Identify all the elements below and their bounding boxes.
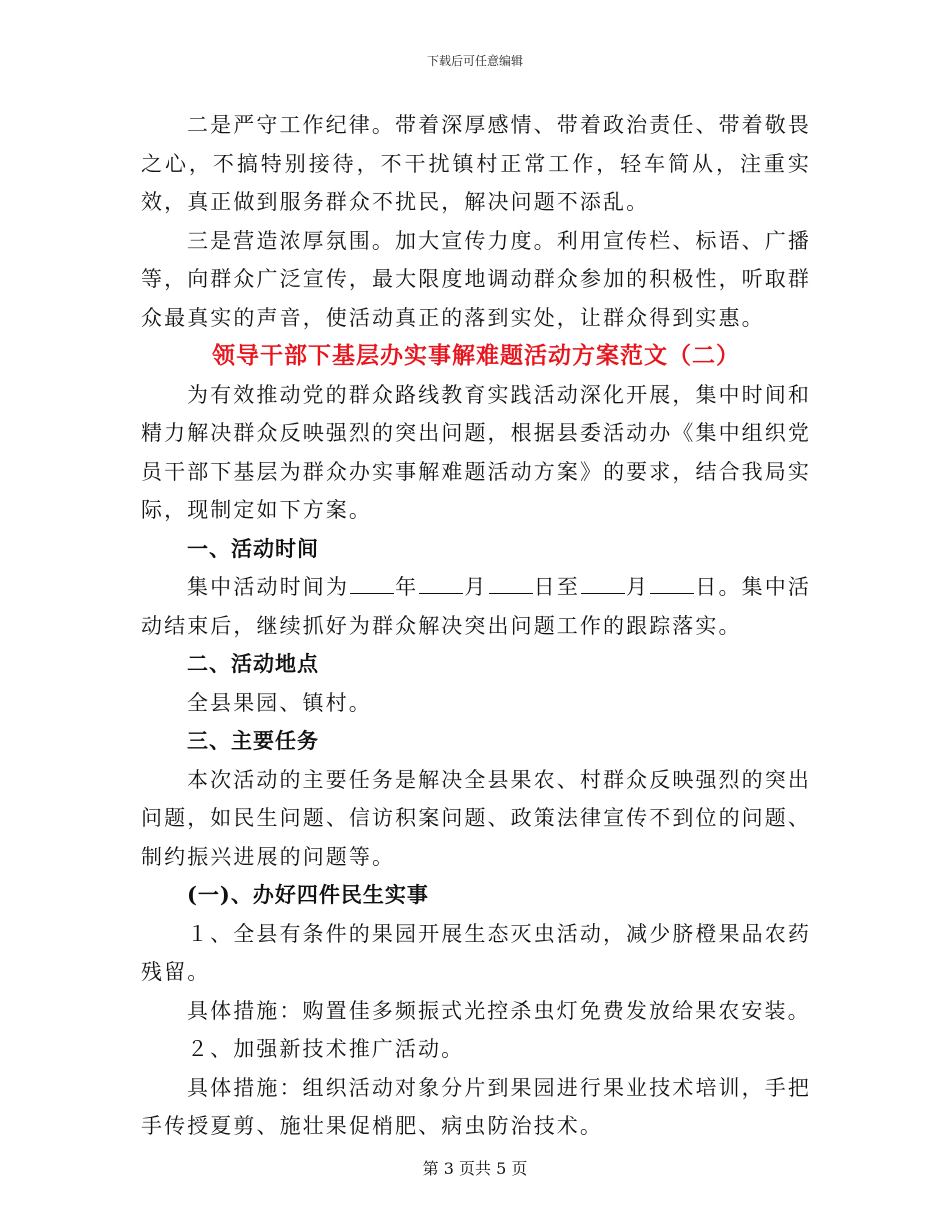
time-text-5: 月 — [625, 575, 650, 599]
paragraph-activity-location: 全县果园、镇村。 — [187, 690, 372, 715]
heading-main-tasks: 三、主要任务 — [187, 728, 319, 753]
time-text-1: 集中活动时间为 — [187, 575, 350, 599]
page-footer: 第 3 页共 5 页 — [422, 1159, 528, 1178]
document-body — [141, 106, 811, 1146]
section-title: 领导干部下基层办实事解难题活动方案范文（二） — [212, 342, 740, 369]
paragraph-activity-time — [141, 568, 811, 645]
paragraph-measure-1: 具体措施：购置佳多频振式光控杀虫灯免费发放给果农安装。 — [187, 998, 811, 1023]
time-text-6: 日。集中活动结束后，继续抓好为群众解决突出问题工作的跟踪落实。 — [141, 575, 812, 638]
time-text-2: 年 — [395, 575, 419, 599]
paragraph-task-2: ２、加强新技术推广活动。 — [187, 1037, 465, 1061]
time-text-4: 日至 — [533, 575, 580, 599]
paragraph-intro: 为有效推动党的群众路线教育实践活动深化开展，集中时间和精力解决群众反映强烈的突出问题，根据县委活动办《集中组织党员干部下基层为群众办实事解难题活动方案》的要求，结合我局实际，现制定如下方案。 — [141, 382, 811, 522]
blank-line — [419, 573, 463, 594]
heading-activity-location: 二、活动地点 — [187, 651, 319, 676]
paragraph-main-tasks: 本次活动的主要任务是解决全县果农、村群众反映强烈的突出问题，如民生问题、信访积案问题、政策法律宣传不到位的问题、制约振兴进展的问题等。 — [141, 767, 811, 869]
page-header: 下载后可任意编辑 — [426, 54, 523, 68]
blank-line — [489, 573, 533, 594]
time-text-3: 月 — [464, 575, 488, 599]
paragraph-discipline: 二是严守工作纪律。带着深厚感情、带着政治责任、带着敬畏之心，不搞特别接待，不干扰镇村正常工作，轻车简从，注重实效，真正做到服务群众不扰民，解决问题不添乱。 — [141, 113, 811, 214]
blank-line — [581, 573, 625, 594]
paragraph-task-1: １、全县有条件的果园开展生态灭虫活动，减少脐橙果品农药残留。 — [141, 921, 811, 984]
paragraph-measure-2: 具体措施：组织活动对象分片到果园进行果业技术培训，手把手传授夏剪、施壮果促梢肥、病虫防治技术。 — [141, 1075, 811, 1138]
heading-activity-time: 一、活动时间 — [187, 535, 319, 561]
blank-line — [650, 573, 694, 594]
heading-four-tasks: (一)、办好四件民生实事 — [187, 882, 429, 907]
blank-line — [350, 573, 394, 594]
paragraph-atmosphere: 三是营造浓厚氛围。加大宣传力度。利用宣传栏、标语、广播等，向群众广泛宣传，最大限度地调动群众参加的积极性，听取群众最真实的声音，使活动真正的落到实处，让群众得到实惠。 — [141, 228, 811, 330]
